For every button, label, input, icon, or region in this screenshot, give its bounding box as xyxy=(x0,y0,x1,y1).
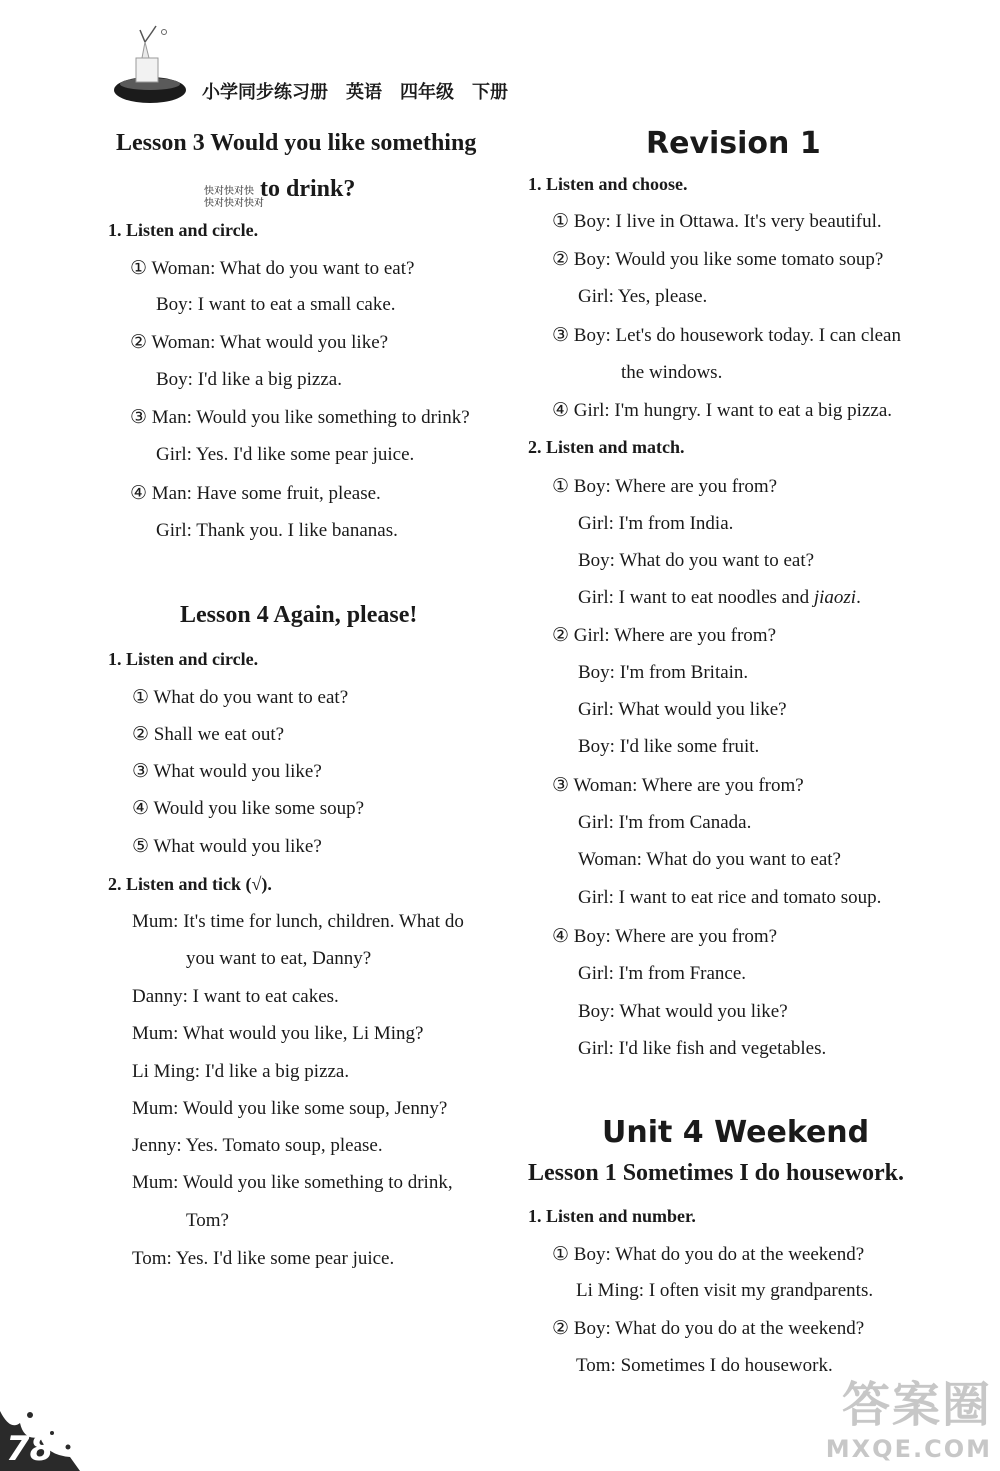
exercise-line: Boy: I'm from Britain. xyxy=(578,662,749,683)
watermark xyxy=(826,1366,992,1463)
exercise-line: the windows. xyxy=(621,362,723,383)
exercise-line: ④ Girl: I'm hungry. I want to eat a big pizza. xyxy=(552,400,893,421)
exercise-line: Jenny: Yes. Tomato soup, please. xyxy=(132,1135,383,1156)
exercise-line: you want to eat, Danny? xyxy=(186,948,372,969)
exercise-text: Girl: I want to eat noodles and xyxy=(578,587,810,608)
watermark-logo-text: 答案圈 xyxy=(841,1377,992,1433)
exercise-line: ② Shall we eat out? xyxy=(132,724,285,745)
exercise-line: Girl: Yes. I'd like some pear juice. xyxy=(156,444,415,465)
section-heading: 2. Listen and match. xyxy=(528,437,685,457)
unit4-title: Unit 4 Weekend xyxy=(602,1115,870,1150)
exercise-line: Tom? xyxy=(186,1210,229,1231)
section-heading: 1. Listen and circle. xyxy=(108,649,259,669)
exercise-line: Girl: What would you like? xyxy=(578,699,787,720)
exercise-line: Boy: What would you like? xyxy=(578,1001,788,1022)
exercise-line: ⑤ What would you like? xyxy=(132,836,322,857)
exercise-line: Tom: Sometimes I do housework. xyxy=(576,1355,833,1376)
book-title: 小学同步练习册 英语 四年级 下册 xyxy=(202,82,508,103)
unit4-lesson1-title: Lesson 1 Sometimes I do housework. xyxy=(528,1160,905,1186)
exercise-line: ② Woman: What would you like? xyxy=(130,332,389,353)
exercise-line: Mum: Would you like something to drink, xyxy=(132,1172,453,1193)
section-heading: 1. Listen and circle. xyxy=(108,220,259,240)
watermark-url: MXQE.COM xyxy=(825,1435,992,1463)
exercise-line: Tom: Yes. I'd like some pear juice. xyxy=(132,1248,395,1269)
exercise-line: ① Boy: I live in Ottawa. It's very beautiful. xyxy=(552,211,882,232)
lesson3-title-line1: Lesson 3 Would you like something xyxy=(116,130,477,156)
exercise-line: Li Ming: I'd like a big pizza. xyxy=(132,1061,350,1082)
lesson4-title: Lesson 4 Again, please! xyxy=(180,602,418,628)
exercise-line xyxy=(578,587,861,609)
exercise-line: ② Boy: Would you like some tomato soup? xyxy=(552,249,884,270)
exercise-line: Girl: I'm from India. xyxy=(578,513,734,534)
exercise-line: ③ Man: Would you like something to drink? xyxy=(130,407,470,428)
exercise-line: Danny: I want to eat cakes. xyxy=(132,986,339,1007)
exercise-line: ① Boy: Where are you from? xyxy=(552,476,778,497)
period: . xyxy=(856,587,861,608)
deer-logo-icon xyxy=(112,20,202,110)
exercise-line: ③ Woman: Where are you from? xyxy=(552,775,804,796)
exercise-line: Li Ming: I often visit my grandparents. xyxy=(576,1280,874,1301)
exercise-line: ① What do you want to eat? xyxy=(132,687,349,708)
exercise-line: ② Boy: What do you do at the weekend? xyxy=(552,1318,865,1339)
exercise-line: Boy: What do you want to eat? xyxy=(578,550,815,571)
lesson3-title-line2: to drink? xyxy=(260,176,356,202)
exercise-line: Girl: I'm from Canada. xyxy=(578,812,752,833)
exercise-line: Mum: It's time for lunch, children. What do xyxy=(132,911,464,932)
overlay-text-line2: 快对快对快对 xyxy=(204,198,264,209)
exercise-line: ③ Boy: Let's do housework today. I can clean xyxy=(552,325,901,346)
overlay-text-line1: 快对快对快 xyxy=(204,186,254,197)
exercise-line: ④ Would you like some soup? xyxy=(132,798,365,819)
exercise-line: Girl: Yes, please. xyxy=(578,286,708,307)
revision-title: Revision 1 xyxy=(646,126,821,161)
exercise-line: Mum: What would you like, Li Ming? xyxy=(132,1023,424,1044)
exercise-line: Girl: I want to eat rice and tomato soup. xyxy=(578,887,882,908)
exercise-line: ① Woman: What do you want to eat? xyxy=(130,258,415,279)
exercise-line: Mum: Would you like some soup, Jenny? xyxy=(132,1098,448,1119)
exercise-line: ④ Man: Have some fruit, please. xyxy=(130,483,381,504)
exercise-line: Girl: I'm from France. xyxy=(578,963,747,984)
exercise-line: Boy: I want to eat a small cake. xyxy=(156,294,396,315)
exercise-line: Woman: What do you want to eat? xyxy=(578,849,841,870)
exercise-line: ① Boy: What do you do at the weekend? xyxy=(552,1244,865,1265)
exercise-line: ④ Boy: Where are you from? xyxy=(552,926,778,947)
exercise-line: Boy: I'd like a big pizza. xyxy=(156,369,342,390)
exercise-line: ③ What would you like? xyxy=(132,761,322,782)
exercise-line: Girl: I'd like fish and vegetables. xyxy=(578,1038,827,1059)
page-number: 78 xyxy=(6,1429,54,1469)
corner-decoration xyxy=(0,1371,90,1471)
exercise-line: Boy: I'd like some fruit. xyxy=(578,736,760,757)
section-heading: 1. Listen and choose. xyxy=(528,174,688,194)
section-heading: 2. Listen and tick (√). xyxy=(108,874,272,894)
exercise-line: ② Girl: Where are you from? xyxy=(552,625,777,646)
jiaozi-word: jiaozi xyxy=(813,587,857,608)
exercise-line: Girl: Thank you. I like bananas. xyxy=(156,520,398,541)
page-header xyxy=(112,20,532,110)
section-heading: 1. Listen and number. xyxy=(528,1206,696,1226)
